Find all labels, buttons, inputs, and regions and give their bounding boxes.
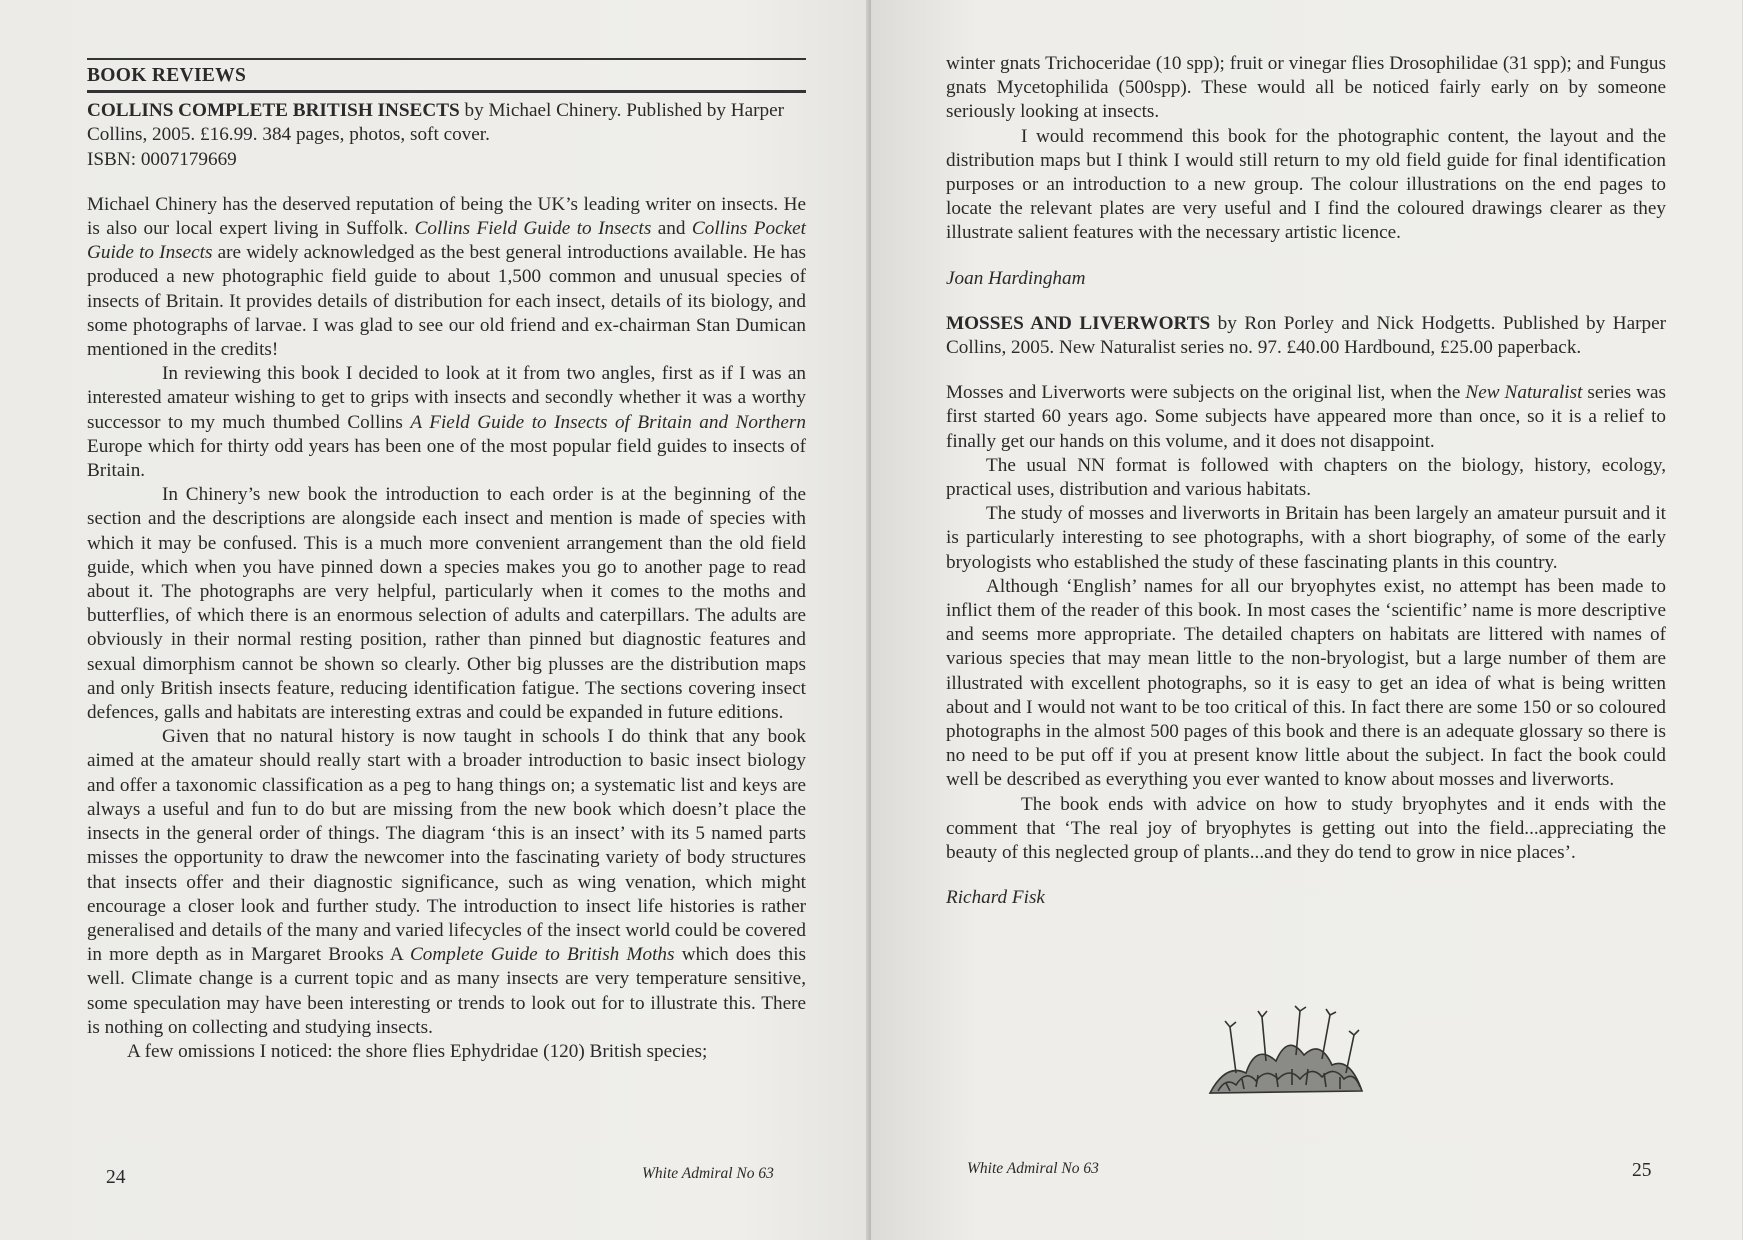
text-run: and — [651, 218, 692, 240]
moss-illustration-icon — [1196, 1003, 1372, 1101]
review-header — [87, 99, 806, 147]
paragraph: Although ‘English’ names for all our bryophytes exist, no attempt has been made to inflict them of the reader of this book. In most cases the ‘scientific’ name is more descriptive and seems more appropriate. The detailed chapters on habitats are littered with names of various species that may mean little to the non-bryologist, but a large number of them are illustrated with excellent photographs, so it is easy to get an idea of what is being written about and I would not want to be too critical of this. In fact there are some 150 or so coloured photographs in the almost 500 pages of this book and there is an adequate glossary so there is no need to be put off if you at present know little about the subject. In fact the book could well be described as everything you ever wanted to know about mosses and liverworts. — [946, 575, 1666, 791]
series-name-italic: New Naturalist — [1465, 382, 1583, 404]
paragraph — [946, 381, 1666, 454]
left-text-column — [87, 58, 806, 1064]
book-title-italic: Complete Guide to British Moths — [409, 944, 675, 966]
paragraph: The study of mosses and liverworts in Britain has been largely an amateur pursuit and it is particularly interesting to see photographs, with a short biography, of some of the early bryologists who established the study of these fascinating plants in this country. — [946, 503, 1666, 573]
review-title: MOSSES AND LIVERWORTS — [946, 312, 1211, 334]
text-run: are widely acknowledged as the best general introductions available. He has produced a new photographic field guide to about 1,500 common and unusual species of insects of Britain. It provides details of distribution for each insect, details of its biology, and some photographs of larvae. I was glad to see our old friend and ex-chairman Stan Dumican mentioned in the credits! — [87, 242, 806, 361]
paragraph — [87, 193, 806, 362]
paragraph: The book ends with advice on how to study bryophytes and it ends with the comment that ‘The real joy of bryophytes is getting out into the field...appreciating the beauty of this neglected group of plants...and they do tend to grow in nice places’. — [946, 793, 1666, 864]
text-run: Europe which for thirty odd years has been one of the most popular field guides to insects of Britain. — [87, 435, 806, 482]
paragraph: In Chinery’s new book the introduction to each order is at the beginning of the section and the descriptions are alongside each insect and mention is made of species with which it may be confused. This is a much more convenient arrangement than the old field guide, which when you have pinned down a species makes you go to another page to read about it. The photographs are very helpful, particularly when it comes to the moths and butterflies, of which there is an enormous selection of adults and caterpillars. The adults are obviously in their normal resting position, rather than pinned but diagnostic features and sexual dimorphism cannot be shown so clearly. Other big plusses are the distribution maps and only British insects feature, reducing identification fatigue. The sections covering insect defences, galls and habitats are interesting extras and could be expanded in future editions. — [87, 484, 806, 724]
running-footer: White Admiral No 63 — [967, 1160, 1099, 1177]
reviewer-signature: Joan Hardingham — [946, 267, 1086, 289]
paragraph: A few omissions I noticed: the shore flies Ephydridae (120) British species; — [127, 1040, 708, 1062]
right-text-column — [946, 52, 1666, 911]
text-run: which does this well. Climate change is a current topic and as many insects are very temperature sensitive, some speculation may have been interesting or trends to look out for to illustrate this. There is nothing on collecting and studying insects. — [87, 944, 806, 1038]
review-details: by Michael Chinery. Published by Harper Collins, 2005. £16.99. 384 pages, photos, soft cover. — [87, 100, 785, 146]
paragraph — [87, 725, 806, 1040]
page-number: 25 — [1632, 1160, 1652, 1181]
text-run: Mosses and Liverworts were subjects on the original list, when the — [946, 382, 1466, 404]
reviewer-signature: Richard Fisk — [946, 887, 1045, 909]
book-title-italic: A Field Guide to Insects of Britain and Northern — [410, 411, 806, 433]
text-run: series was first started 60 years ago. Some subjects have appeared more than once, so it is a relief to finally get our hands on this volume, and it does not disappoint. — [946, 382, 1666, 452]
left-page — [0, 0, 871, 1240]
section-heading — [87, 58, 806, 93]
book-title-italic: Collins Field Guide to Insects — [414, 218, 652, 240]
review-header — [946, 312, 1666, 360]
text-run: In reviewing this book I decided to look at it from two angles, first as if I was an interested amateur wishing to get to grips with insects and secondly whether it was a worthy successor to my much thumbed Collins — [87, 363, 806, 433]
paragraph: winter gnats Trichoceridae (10 spp); fruit or vinegar flies Drosophilidae (31 spp); and Fungus gnats Mycetophilida (500spp). These would all be noticed fairly early on by someone seriously looking at insects. — [946, 53, 1666, 123]
text-run: Michael Chinery has the deserved reputation of being the UK’s leading writer on insects. He is also our local expert living in Suffolk. — [87, 193, 806, 240]
review-isbn: ISBN: 0007179669 — [87, 148, 237, 170]
section-heading-text: BOOK REVIEWS — [87, 65, 247, 86]
review-title: COLLINS COMPLETE BRITISH INSECTS — [87, 100, 460, 122]
page-number: 24 — [106, 1167, 126, 1188]
paragraph: I would recommend this book for the photographic content, the layout and the distribution maps but I think I would still return to my old field guide for final identification purposes or an introduction to a new group. The colour illustrations on the end pages to locate the relevant plates are very useful and I find the coloured drawings clearer as they illustrate salient features with the necessary artistic licence. — [946, 125, 1666, 244]
review-details: by Ron Porley and Nick Hodgetts. Published by Harper Collins, 2005. New Naturalist series no. 97. £40.00 Hardbound, £25.00 paperback. — [946, 312, 1666, 359]
text-run: Given that no natural history is now taught in schools I do think that any book aimed at the amateur should really start with a broader introduction to basic insect biology and offer a taxonomic classification as a peg to hang things on; a systematic list and keys are always a useful and fun to do but are missing from the new book which doesn’t place the insects in the general order of things. The diagram ‘this is an insect’ with its 5 named parts misses the opportunity to draw the newcomer into the fascinating variety of body structures that insects offer and their diagnostic significance, such as wing venation, which might encourage a closer look and further study. The introduction to insect life histories is rather generalised and details of the many and varied lifecycles of the insect world could be covered in more depth as in Margaret Brooks A — [87, 726, 806, 966]
paragraph: The usual NN format is followed with chapters on the biology, history, ecology, practical uses, distribution and various habitats. — [946, 454, 1666, 501]
running-footer: White Admiral No 63 — [642, 1165, 774, 1182]
paragraph — [87, 362, 806, 483]
book-title-italic: Collins Pocket Guide to Insects — [87, 218, 806, 264]
